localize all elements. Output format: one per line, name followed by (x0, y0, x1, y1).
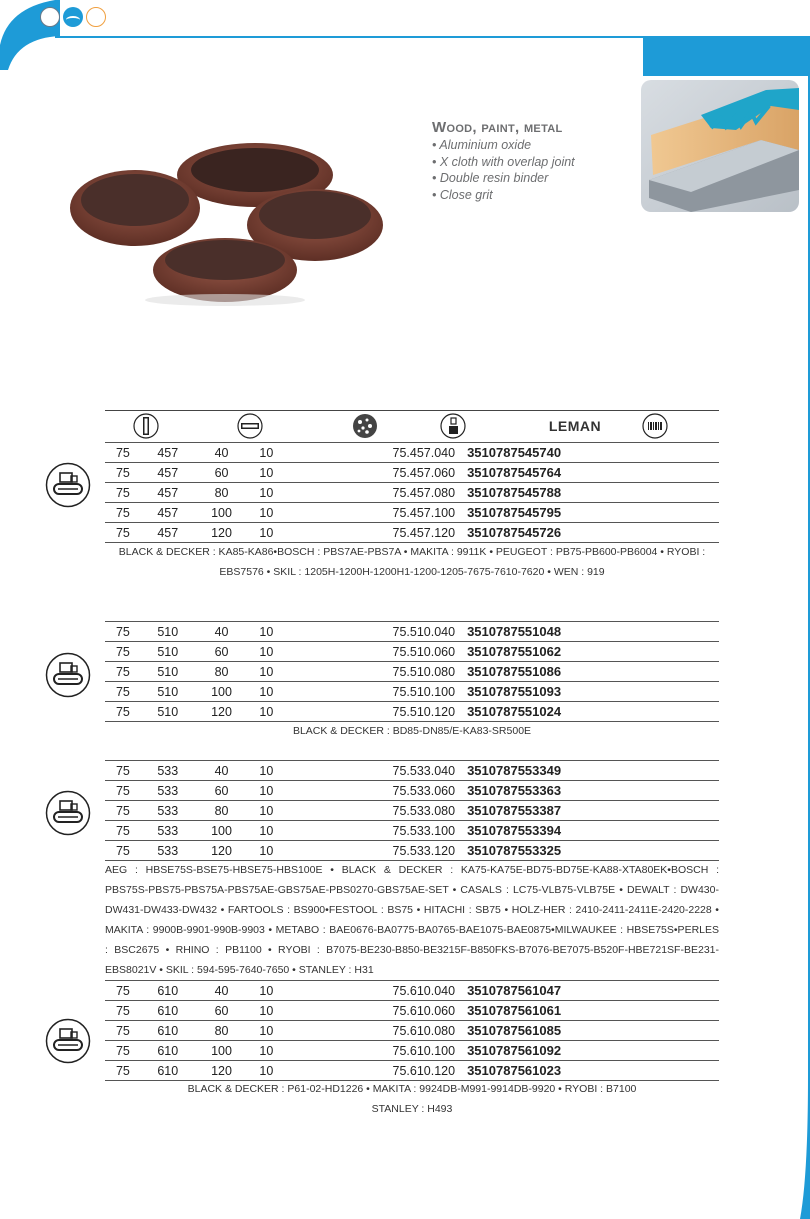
grit-cell: 80 (195, 662, 249, 682)
page-edge-decoration (800, 76, 810, 1219)
grit-cell: 60 (195, 642, 249, 662)
belt-sander-icon (45, 462, 91, 508)
compatibility-list: AEG : HBSE75S-BSE75-HBSE75-HBS100E • BLACK & DECKER : KA75-KA75E-BD75-BD75E-KA88-XTA80EK•BOSCH : PBS75S-PBS75-PBS75A-PBS75AE-GBS75AE-PBS0270-GBS75AE-SET • CASALS : LC75-VLB75-VLB75E • DEWALT : DW430-DW431-DW433-DW432 • FARTOOLS : BS900•FESTOOL : BS75 • HITACHI : SB75 • HOLZ-HER : 2410-2411-2411E-2420-2228 • MAKITA : 9900B-9901-990B-9903 • METABO : BAE0676-BA0775-BA0765-BAE1075-BAE0875•MILWAUKEE : HBSE75S•PERLES : BSC2675 • RHINO : PB1100 • RYOBI : B7075-BE230-B850-BE3215F-B850FKS-B7076-BE7075-B520F-HBE721SF-BE231-EBS8021V • SKIL : 594-595-7640-7650 • STANLEY : H31 (105, 864, 719, 976)
width-cell: 75 (105, 1001, 141, 1021)
grit-cell: 120 (195, 702, 249, 722)
grit-cell: 120 (195, 1061, 249, 1081)
length-cell: 610 (141, 1041, 195, 1061)
reference-cell: 75.533.080 (284, 801, 461, 821)
length-cell: 510 (141, 642, 195, 662)
ean-cell: 3510787553394 (461, 821, 719, 841)
grit-cell: 80 (195, 801, 249, 821)
compatibility-list: STANLEY : H493 (371, 1103, 453, 1115)
table-row (105, 781, 719, 801)
ean-cell: 3510787553325 (461, 841, 719, 861)
quantity-cell: 10 (248, 443, 284, 463)
brand-logo: LEMAN (548, 418, 602, 434)
length-cell: 610 (141, 981, 195, 1001)
category-circle-blue (63, 7, 83, 27)
ean-cell: 3510787561092 (461, 1041, 719, 1061)
quantity-cell: 10 (248, 1021, 284, 1041)
reference-cell: 75.510.060 (284, 642, 461, 662)
length-cell: 457 (141, 483, 195, 503)
sanding-belts-image (70, 130, 390, 310)
quantity-cell: 10 (248, 483, 284, 503)
ean-cell: 3510787551048 (461, 622, 719, 642)
width-cell: 75 (105, 761, 141, 781)
grit-cell: 100 (195, 1041, 249, 1061)
grit-cell: 60 (195, 781, 249, 801)
grit-cell: 120 (195, 841, 249, 861)
belt-width-icon (133, 411, 159, 441)
table-row (105, 801, 719, 821)
grit-cell: 60 (195, 1001, 249, 1021)
width-cell: 75 (105, 503, 141, 523)
reference-cell: 75.533.060 (284, 781, 461, 801)
reference-cell: 75.533.120 (284, 841, 461, 861)
product-table (105, 760, 719, 861)
grit-cell: 100 (195, 682, 249, 702)
table-row (105, 443, 719, 463)
product-table (105, 621, 719, 722)
reference-cell: 75.610.120 (284, 1061, 461, 1081)
reference-cell: 75.457.060 (284, 463, 461, 483)
grit-cell: 100 (195, 821, 249, 841)
quantity-cell: 10 (248, 662, 284, 682)
table-row (105, 682, 719, 702)
length-cell: 457 (141, 463, 195, 483)
quantity-cell: 10 (248, 761, 284, 781)
length-cell: 610 (141, 1001, 195, 1021)
width-cell: 75 (105, 483, 141, 503)
width-cell: 75 (105, 801, 141, 821)
quantity-cell: 10 (248, 1001, 284, 1021)
belt-sander-icon (45, 1018, 91, 1064)
length-cell: 510 (141, 702, 195, 722)
reference-cell: 75.533.040 (284, 761, 461, 781)
belt-sander-icon (45, 790, 91, 836)
feature-item: • Close grit (432, 187, 575, 204)
wood-metal-image (641, 80, 799, 212)
length-cell: 533 (141, 801, 195, 821)
ean-cell: 3510787561085 (461, 1021, 719, 1041)
category-circles (40, 7, 106, 27)
width-cell: 75 (105, 1041, 141, 1061)
quantity-cell: 10 (248, 523, 284, 543)
length-cell: 510 (141, 622, 195, 642)
quantity-cell: 10 (248, 642, 284, 662)
ean-cell: 3510787561047 (461, 981, 719, 1001)
grit-cell: 80 (195, 483, 249, 503)
reference-cell: 75.510.100 (284, 682, 461, 702)
grit-cell: 40 (195, 443, 249, 463)
length-cell: 510 (141, 662, 195, 682)
belt-sander-icon (45, 652, 91, 698)
grit-cell: 40 (195, 761, 249, 781)
table-row (105, 642, 719, 662)
table-row (105, 503, 719, 523)
grit-cell: 80 (195, 1021, 249, 1041)
width-cell: 75 (105, 1061, 141, 1081)
length-cell: 533 (141, 841, 195, 861)
reference-cell: 75.610.040 (284, 981, 461, 1001)
quantity-cell: 10 (248, 781, 284, 801)
feature-item: • Aluminium oxide (432, 137, 575, 154)
grit-cell: 40 (195, 981, 249, 1001)
feature-item: • Double resin binder (432, 170, 575, 187)
grit-cell: 60 (195, 463, 249, 483)
reference-cell: 75.510.040 (284, 622, 461, 642)
quantity-cell: 10 (248, 682, 284, 702)
length-cell: 510 (141, 682, 195, 702)
length-cell: 457 (141, 523, 195, 543)
table-row (105, 483, 719, 503)
table-row (105, 841, 719, 861)
header-tab (643, 36, 810, 76)
width-cell: 75 (105, 781, 141, 801)
column-icon-header (105, 410, 719, 441)
width-cell: 75 (105, 523, 141, 543)
reference-cell: 75.610.060 (284, 1001, 461, 1021)
width-cell: 75 (105, 662, 141, 682)
reference-cell: 75.610.080 (284, 1021, 461, 1041)
quantity-cell: 10 (248, 503, 284, 523)
barcode-icon (640, 411, 670, 441)
grit-cell: 120 (195, 523, 249, 543)
quantity-cell: 10 (248, 622, 284, 642)
reference-cell: 75.457.120 (284, 523, 461, 543)
ean-cell: 3510787561061 (461, 1001, 719, 1021)
table-row (105, 761, 719, 781)
quantity-cell: 10 (248, 821, 284, 841)
grit-cell: 40 (195, 622, 249, 642)
width-cell: 75 (105, 463, 141, 483)
width-cell: 75 (105, 682, 141, 702)
width-cell: 75 (105, 981, 141, 1001)
ean-cell: 3510787551024 (461, 702, 719, 722)
ean-cell: 3510787545795 (461, 503, 719, 523)
ean-cell: 3510787553363 (461, 781, 719, 801)
grit-cell: 100 (195, 503, 249, 523)
reference-cell: 75.457.080 (284, 483, 461, 503)
ean-cell: 3510787551086 (461, 662, 719, 682)
quantity-cell: 10 (248, 1041, 284, 1061)
table-row (105, 523, 719, 543)
table-row (105, 1041, 719, 1061)
table-row (105, 1061, 719, 1081)
length-cell: 610 (141, 1061, 195, 1081)
product-table (105, 442, 719, 543)
table-row (105, 662, 719, 682)
ean-cell: 3510787561023 (461, 1061, 719, 1081)
feature-item: • X cloth with overlap joint (432, 154, 575, 171)
quantity-cell: 10 (248, 463, 284, 483)
product-description (432, 119, 575, 203)
product-table (105, 980, 719, 1081)
ean-cell: 3510787553349 (461, 761, 719, 781)
reference-cell: 75.610.100 (284, 1041, 461, 1061)
ean-cell: 3510787553387 (461, 801, 719, 821)
grit-icon (350, 411, 380, 441)
ean-cell: 3510787545788 (461, 483, 719, 503)
category-circle-grey (40, 7, 60, 27)
reference-cell: 75.457.100 (284, 503, 461, 523)
belt-length-icon (235, 411, 265, 441)
table-row (105, 622, 719, 642)
compatibility-list: BLACK & DECKER : P61-02-HD1226 • MAKITA : 9924DB-M991-9914DB-9920 • RYOBI : B7100 (187, 1083, 637, 1095)
quantity-cell: 10 (248, 981, 284, 1001)
table-row (105, 1021, 719, 1041)
ean-cell: 3510787551062 (461, 642, 719, 662)
reference-cell: 75.510.080 (284, 662, 461, 682)
quantity-cell: 10 (248, 1061, 284, 1081)
compatibility-list: BLACK & DECKER : KA85-KA86•BOSCH : PBS7AE-PBS7A • MAKITA : 9911K • PEUGEOT : PB75-PB600-PB6004 • RYOBI : EBS7576 • SKIL : 1205H-1200H-1200H1-1200-1205-7675-7610-7620 • WEN : 919 (118, 546, 706, 578)
quantity-cell: 10 (248, 801, 284, 821)
length-cell: 533 (141, 821, 195, 841)
category-circle-orange (86, 7, 106, 27)
length-cell: 610 (141, 1021, 195, 1041)
reference-cell: 75.510.120 (284, 702, 461, 722)
table-row (105, 463, 719, 483)
length-cell: 457 (141, 503, 195, 523)
table-row (105, 981, 719, 1001)
quantity-cell: 10 (248, 702, 284, 722)
ean-cell: 3510787551093 (461, 682, 719, 702)
length-cell: 533 (141, 781, 195, 801)
length-cell: 533 (141, 761, 195, 781)
width-cell: 75 (105, 1021, 141, 1041)
width-cell: 75 (105, 841, 141, 861)
compatibility-list: BLACK & DECKER : BD85-DN85/E-KA83-SR500E (292, 725, 532, 737)
width-cell: 75 (105, 702, 141, 722)
length-cell: 457 (141, 443, 195, 463)
table-row (105, 1001, 719, 1021)
ean-cell: 3510787545726 (461, 523, 719, 543)
reference-cell: 75.533.100 (284, 821, 461, 841)
table-row (105, 821, 719, 841)
reference-cell: 75.457.040 (284, 443, 461, 463)
product-title: Wood, paint, metal (432, 119, 563, 136)
width-cell: 75 (105, 821, 141, 841)
pack-quantity-icon (438, 411, 468, 441)
width-cell: 75 (105, 622, 141, 642)
ean-cell: 3510787545764 (461, 463, 719, 483)
quantity-cell: 10 (248, 841, 284, 861)
width-cell: 75 (105, 642, 141, 662)
ean-cell: 3510787545740 (461, 443, 719, 463)
width-cell: 75 (105, 443, 141, 463)
table-row (105, 702, 719, 722)
